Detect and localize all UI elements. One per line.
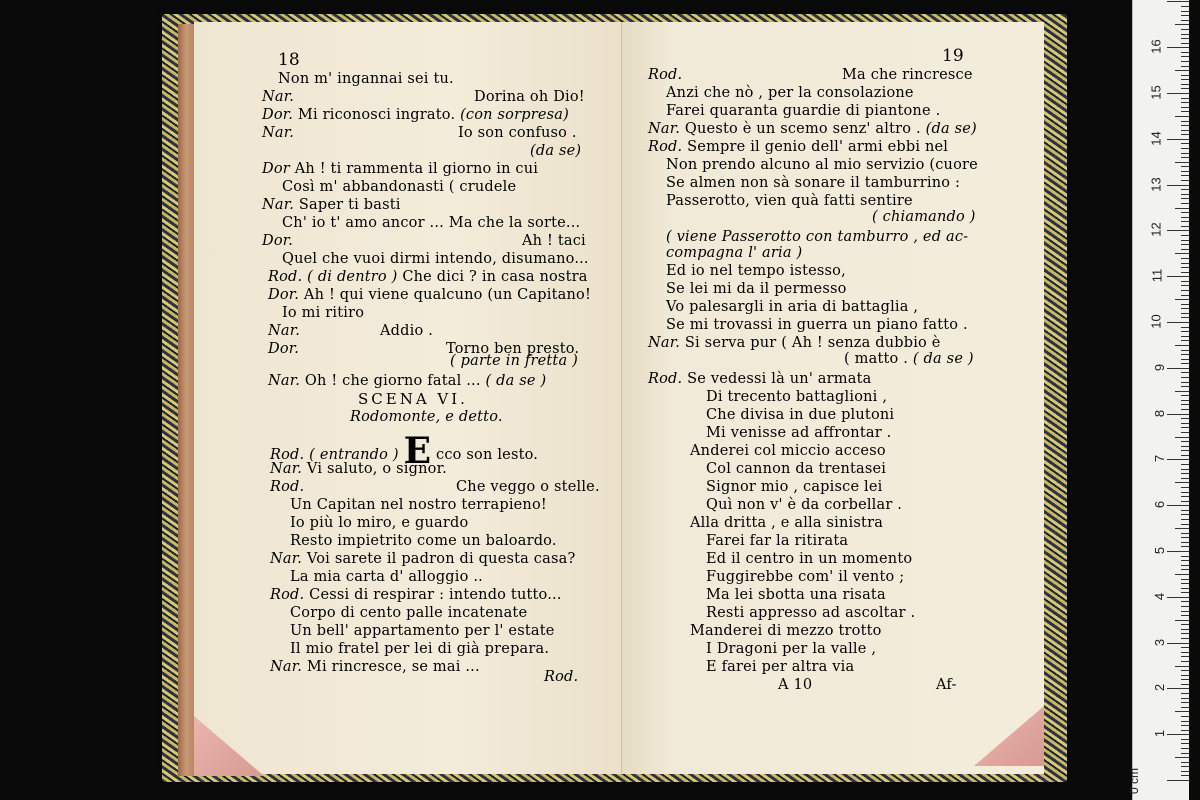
ruler-tick bbox=[1181, 372, 1189, 373]
ruler-tick bbox=[1181, 409, 1189, 410]
ruler-tick bbox=[1181, 180, 1189, 181]
ruler-tick bbox=[1175, 24, 1189, 25]
ruler-tick bbox=[1167, 276, 1189, 277]
ruler-tick bbox=[1181, 263, 1189, 264]
text-line: Non prendo alcuno al mio servizio (cuore bbox=[666, 157, 978, 173]
ruler-tick bbox=[1181, 244, 1189, 245]
ruler-tick bbox=[1181, 38, 1189, 39]
ruler-tick bbox=[1181, 446, 1189, 447]
text-line: Nar. Questo è un scemo senz' altro . (da se) bbox=[648, 121, 977, 137]
ruler-tick bbox=[1181, 418, 1189, 419]
ruler-number: 1 bbox=[1151, 730, 1167, 738]
text-line: Dor. Ah ! taci bbox=[262, 233, 586, 249]
ruler-tick bbox=[1181, 354, 1189, 355]
ruler-tick bbox=[1181, 249, 1189, 250]
ruler-tick bbox=[1181, 537, 1189, 538]
text-line: Nar. Io son confuso . bbox=[262, 125, 577, 141]
ruler-tick bbox=[1167, 734, 1189, 735]
text-line: Quì non v' è da corbellar . bbox=[706, 497, 903, 513]
ruler-tick bbox=[1181, 157, 1189, 158]
ruler-tick bbox=[1181, 730, 1189, 731]
text-line: E farei per altra via bbox=[706, 659, 855, 675]
ruler-tick bbox=[1181, 34, 1189, 35]
ruler-unit-label: 0 cm bbox=[1127, 767, 1141, 794]
ruler-tick bbox=[1181, 111, 1189, 112]
text-line: Rod. Ma che rincresce bbox=[648, 67, 973, 83]
ruler-tick bbox=[1181, 771, 1189, 772]
ruler-tick bbox=[1167, 1, 1189, 2]
ruler-tick bbox=[1181, 656, 1189, 657]
ruler-tick bbox=[1167, 47, 1189, 48]
ruler-tick bbox=[1181, 716, 1189, 717]
ruler-tick bbox=[1181, 285, 1189, 286]
ruler-tick bbox=[1175, 528, 1189, 529]
text-line: ( parte in fretta ) bbox=[450, 353, 578, 369]
ruler-tick bbox=[1181, 464, 1189, 465]
ruler-number: 13 bbox=[1148, 176, 1164, 192]
ruler-tick bbox=[1175, 666, 1189, 667]
ruler-tick bbox=[1167, 368, 1189, 369]
catchword-right: Af- bbox=[936, 677, 957, 693]
text-line: Ed il centro in un momento bbox=[706, 551, 913, 567]
ruler-tick bbox=[1181, 546, 1189, 547]
page-number-left: 18 bbox=[278, 50, 300, 70]
ruler-number: 14 bbox=[1148, 131, 1164, 146]
ruler-tick bbox=[1181, 501, 1189, 502]
ruler-tick bbox=[1181, 533, 1189, 534]
ruler-tick bbox=[1175, 620, 1189, 621]
ruler-tick bbox=[1181, 88, 1189, 89]
ruler-tick bbox=[1181, 258, 1189, 259]
ruler-tick bbox=[1181, 386, 1189, 387]
text-line: Vo palesargli in aria di battaglia , bbox=[666, 299, 919, 315]
ruler-tick bbox=[1181, 313, 1189, 314]
drop-cap: E bbox=[403, 430, 432, 472]
ruler-tick bbox=[1167, 414, 1189, 415]
text-line: Di trecento battaglioni , bbox=[706, 389, 888, 405]
ruler-tick bbox=[1181, 240, 1189, 241]
ruler-tick bbox=[1175, 162, 1189, 163]
ruler-tick bbox=[1175, 711, 1189, 712]
text-line: Anderei col miccio acceso bbox=[690, 443, 886, 459]
text-line: Farei far la ritirata bbox=[706, 533, 849, 549]
ruler-tick bbox=[1181, 363, 1189, 364]
catchword-left: Rod. bbox=[544, 669, 579, 685]
ruler-number: 4 bbox=[1151, 592, 1167, 600]
ruler-tick bbox=[1181, 624, 1189, 625]
ruler-tick bbox=[1167, 551, 1189, 552]
text-line: Quel che vuoi dirmi intendo, disumano... bbox=[282, 251, 589, 267]
text-line: Alla dritta , e alla sinistra bbox=[690, 515, 884, 531]
ruler-tick bbox=[1181, 707, 1189, 708]
scene-heading: SCENA VI. bbox=[358, 390, 468, 408]
text-line: Manderei di mezzo trotto bbox=[690, 623, 882, 639]
text-line: Nar. Vi saluto, o signor. bbox=[270, 461, 447, 477]
ruler-tick bbox=[1181, 762, 1189, 763]
ruler-tick bbox=[1181, 235, 1189, 236]
text-line: ( viene Passerotto con tamburro , ed ac- bbox=[666, 229, 969, 245]
text-line: Non m' ingannai sei tu. bbox=[278, 71, 454, 87]
ruler-tick bbox=[1167, 643, 1189, 644]
ruler-tick bbox=[1181, 331, 1189, 332]
ruler-tick bbox=[1181, 702, 1189, 703]
ruler-tick bbox=[1181, 496, 1189, 497]
ruler-tick bbox=[1181, 684, 1189, 685]
ruler-tick bbox=[1181, 698, 1189, 699]
ruler-tick bbox=[1181, 98, 1189, 99]
ruler-tick bbox=[1181, 75, 1189, 76]
ruler-tick bbox=[1181, 102, 1189, 103]
text-line: Resti appresso ad ascoltar . bbox=[706, 605, 916, 621]
ruler-tick bbox=[1181, 272, 1189, 273]
ruler-tick bbox=[1181, 721, 1189, 722]
ruler-tick bbox=[1181, 473, 1189, 474]
ruler-tick bbox=[1181, 510, 1189, 511]
ruler-tick bbox=[1181, 588, 1189, 589]
ruler-tick bbox=[1181, 629, 1189, 630]
ruler-tick bbox=[1181, 601, 1189, 602]
ruler-tick bbox=[1175, 299, 1189, 300]
text-line: Rod. Sempre il genio dell' armi ebbi nel bbox=[648, 139, 949, 155]
ruler-tick bbox=[1175, 757, 1189, 758]
ruler-tick bbox=[1181, 203, 1189, 204]
ruler-tick bbox=[1181, 226, 1189, 227]
text-line: Rod. Che veggo o stelle. bbox=[270, 479, 600, 495]
ruler-tick bbox=[1181, 171, 1189, 172]
ruler-tick bbox=[1181, 400, 1189, 401]
text-line: Dor. Ah ! qui viene qualcuno (un Capitano! bbox=[268, 287, 591, 303]
ruler-tick bbox=[1181, 615, 1189, 616]
ruler-tick bbox=[1181, 377, 1189, 378]
text-line: Un bell' appartamento per l' estate bbox=[290, 623, 555, 639]
ruler-number: 2 bbox=[1151, 684, 1167, 692]
ruler-tick bbox=[1181, 469, 1189, 470]
ruler-number: 15 bbox=[1148, 85, 1164, 100]
ruler-tick bbox=[1181, 148, 1189, 149]
ruler-number: 9 bbox=[1151, 363, 1167, 371]
ruler-tick bbox=[1181, 423, 1189, 424]
ruler-tick bbox=[1181, 739, 1189, 740]
ruler-tick bbox=[1181, 514, 1189, 515]
ruler-tick bbox=[1181, 20, 1189, 21]
text-line: Resto impietrito come un baloardo. bbox=[290, 533, 557, 549]
ruler-number: 7 bbox=[1151, 455, 1167, 463]
ruler-tick bbox=[1181, 478, 1189, 479]
ruler-number: 8 bbox=[1151, 409, 1167, 417]
ruler-tick bbox=[1181, 455, 1189, 456]
ruler-tick bbox=[1181, 647, 1189, 648]
ruler-tick bbox=[1181, 670, 1189, 671]
text-line: Rod. ( entrando ) E cco son lesto. bbox=[270, 430, 539, 472]
ruler-tick bbox=[1181, 43, 1189, 44]
ruler-tick bbox=[1181, 107, 1189, 108]
text-line: Corpo di cento palle incatenate bbox=[290, 605, 528, 621]
ruler-number: 5 bbox=[1151, 546, 1167, 555]
ruler-tick bbox=[1181, 579, 1189, 580]
ruler-number: 16 bbox=[1148, 39, 1164, 54]
text-line: (da se) bbox=[530, 143, 582, 159]
ruler-tick bbox=[1181, 175, 1189, 176]
ruler-tick bbox=[1181, 775, 1189, 776]
ruler-tick bbox=[1175, 70, 1189, 71]
measuring-ruler bbox=[1127, 0, 1189, 800]
ruler-tick bbox=[1181, 143, 1189, 144]
scene-characters: Rodomonte, e detto. bbox=[350, 409, 503, 425]
text-line: ( matto . ( da se ) bbox=[844, 351, 974, 367]
ruler-tick bbox=[1175, 574, 1189, 575]
text-line: Signor mio , capisce lei bbox=[706, 479, 883, 495]
ruler-number: 6 bbox=[1151, 501, 1167, 509]
ruler-tick bbox=[1181, 121, 1189, 122]
ruler-tick bbox=[1181, 404, 1189, 405]
ruler-tick bbox=[1167, 139, 1189, 140]
text-line: I Dragoni per la valle , bbox=[706, 641, 877, 657]
ruler-tick bbox=[1181, 492, 1189, 493]
text-line: Il mio fratel per lei di già prepara. bbox=[290, 641, 550, 657]
ruler-tick bbox=[1181, 693, 1189, 694]
ruler-tick bbox=[1181, 556, 1189, 557]
ruler-tick bbox=[1181, 560, 1189, 561]
ruler-tick bbox=[1181, 340, 1189, 341]
ruler-tick bbox=[1181, 327, 1189, 328]
ruler-tick bbox=[1181, 281, 1189, 282]
text-line: Nar. Addio . bbox=[268, 323, 434, 339]
ruler-number: 10 bbox=[1148, 314, 1164, 329]
ruler-tick bbox=[1175, 482, 1189, 483]
ruler-tick bbox=[1181, 189, 1189, 190]
ruler-tick bbox=[1181, 304, 1189, 305]
ruler-tick bbox=[1181, 569, 1189, 570]
ruler-tick bbox=[1181, 6, 1189, 7]
ruler-tick bbox=[1181, 359, 1189, 360]
ruler-tick bbox=[1181, 198, 1189, 199]
ruler-tick bbox=[1181, 679, 1189, 680]
text-line: Rod. Se vedessi là un' armata bbox=[648, 371, 872, 387]
ruler-tick bbox=[1181, 432, 1189, 433]
text-line: Ma lei sbotta una risata bbox=[706, 587, 886, 603]
ruler-tick bbox=[1167, 93, 1189, 94]
ruler-tick bbox=[1181, 487, 1189, 488]
ruler-tick bbox=[1167, 688, 1189, 689]
ruler-tick bbox=[1181, 524, 1189, 525]
text-line: Farei quaranta guardie di piantone . bbox=[666, 103, 941, 119]
ruler-tick bbox=[1181, 79, 1189, 80]
page-number-right: 19 bbox=[942, 46, 964, 66]
ruler-tick bbox=[1175, 253, 1189, 254]
ruler-tick bbox=[1181, 15, 1189, 16]
ruler-tick bbox=[1181, 652, 1189, 653]
ruler-tick bbox=[1167, 322, 1189, 323]
signature-mark: A 10 bbox=[778, 677, 813, 693]
ruler-tick bbox=[1181, 583, 1189, 584]
ruler-tick bbox=[1167, 459, 1189, 460]
ruler-tick bbox=[1181, 29, 1189, 30]
ruler-number: 12 bbox=[1148, 222, 1164, 238]
text-line: Nar. Mi rincresce, se mai ... bbox=[270, 659, 480, 675]
text-line: Anzi che nò , per la consolazione bbox=[666, 85, 914, 101]
text-line: Nar. Dorina oh Dio! bbox=[262, 89, 585, 105]
text-line: Se mi trovassi in guerra un piano fatto . bbox=[666, 317, 968, 333]
ruler-tick bbox=[1181, 542, 1189, 543]
text-line: Dor Ah ! ti rammenta il giorno in cui bbox=[262, 161, 539, 177]
text-line: Nar. Si serva pur ( Ah ! senza dubbio è bbox=[648, 335, 941, 351]
ruler-tick bbox=[1175, 116, 1189, 117]
text-line: Un Capitan nel nostro terrapieno! bbox=[290, 497, 547, 513]
ruler-tick bbox=[1181, 217, 1189, 218]
text-line: Mi venisse ad affrontar . bbox=[706, 425, 892, 441]
ruler-tick bbox=[1181, 565, 1189, 566]
ruler-tick bbox=[1181, 308, 1189, 309]
text-line: ( chiamando ) bbox=[872, 209, 976, 225]
text-line: Col cannon da trentasei bbox=[706, 461, 887, 477]
ruler-tick bbox=[1181, 134, 1189, 135]
ruler-tick bbox=[1167, 597, 1189, 598]
ruler-tick bbox=[1167, 505, 1189, 506]
ruler-tick bbox=[1181, 753, 1189, 754]
ruler-tick bbox=[1181, 743, 1189, 744]
ruler-tick bbox=[1181, 633, 1189, 634]
text-line: Dor. Mi riconosci ingrato. (con sorpresa) bbox=[262, 107, 569, 123]
ruler-number: 11 bbox=[1148, 268, 1164, 283]
ruler-tick bbox=[1181, 638, 1189, 639]
ruler-tick bbox=[1181, 395, 1189, 396]
ruler-tick bbox=[1181, 290, 1189, 291]
text-line: Se lei mi da il permesso bbox=[666, 281, 847, 297]
text-line: compagna l' aria ) bbox=[666, 245, 803, 261]
ruler-tick bbox=[1181, 441, 1189, 442]
text-line: Nar. Saper ti basti bbox=[262, 197, 401, 213]
ruler-tick bbox=[1181, 212, 1189, 213]
ruler-tick bbox=[1181, 748, 1189, 749]
ruler-tick bbox=[1181, 427, 1189, 428]
text-line: Ed io nel tempo istesso, bbox=[666, 263, 846, 279]
ruler-tick bbox=[1181, 52, 1189, 53]
ruler-tick bbox=[1181, 56, 1189, 57]
ruler-tick bbox=[1175, 208, 1189, 209]
text-line: Io più lo miro, e guardo bbox=[290, 515, 469, 531]
text-line: La mia carta d' alloggio .. bbox=[290, 569, 483, 585]
ruler-tick bbox=[1181, 336, 1189, 337]
ruler-tick bbox=[1181, 661, 1189, 662]
ruler-tick bbox=[1181, 11, 1189, 12]
ruler-tick bbox=[1181, 125, 1189, 126]
ruler-tick bbox=[1181, 350, 1189, 351]
text-line: Così m' abbandonasti ( crudele bbox=[282, 179, 517, 195]
text-line: Che divisa in due plutoni bbox=[706, 407, 895, 423]
ruler-tick bbox=[1175, 437, 1189, 438]
ruler-tick bbox=[1181, 592, 1189, 593]
ruler-tick bbox=[1181, 766, 1189, 767]
text-line: Se almen non sà sonare il tamburrino : bbox=[666, 175, 961, 191]
text-line: Rod. ( di dentro ) Che dici ? in casa nostra bbox=[268, 269, 588, 285]
ruler-tick bbox=[1181, 295, 1189, 296]
ruler-tick bbox=[1181, 519, 1189, 520]
ruler-tick bbox=[1181, 267, 1189, 268]
ruler-tick bbox=[1167, 230, 1189, 231]
ruler-tick bbox=[1181, 382, 1189, 383]
ruler-tick bbox=[1181, 725, 1189, 726]
ruler-tick bbox=[1167, 185, 1189, 186]
ruler-tick bbox=[1181, 450, 1189, 451]
text-line: Nar. Voi sarete il padron di questa casa? bbox=[270, 551, 576, 567]
text-line: Nar. Oh ! che giorno fatal ... ( da se ) bbox=[268, 373, 547, 389]
text-line: Fuggirebbe com' il vento ; bbox=[706, 569, 905, 585]
ruler-tick bbox=[1175, 391, 1189, 392]
text-line: Io mi ritiro bbox=[282, 305, 365, 321]
text-line: Dor. Torno ben presto. bbox=[268, 341, 580, 357]
ruler-tick bbox=[1181, 66, 1189, 67]
ruler-tick bbox=[1175, 345, 1189, 346]
ruler-tick bbox=[1181, 606, 1189, 607]
ruler-tick bbox=[1181, 153, 1189, 154]
ruler-tick bbox=[1181, 130, 1189, 131]
ruler-tick bbox=[1181, 61, 1189, 62]
ruler-tick bbox=[1167, 780, 1189, 781]
ruler-tick bbox=[1181, 611, 1189, 612]
text-line: Passerotto, vien quà fatti sentire bbox=[666, 193, 913, 209]
ruler-tick bbox=[1181, 317, 1189, 318]
ruler-tick bbox=[1181, 166, 1189, 167]
text-line: Rod. Cessi di respirar : intendo tutto... bbox=[270, 587, 562, 603]
text-line: Ch' io t' amo ancor ... Ma che la sorte... bbox=[282, 215, 581, 231]
ruler-number: 3 bbox=[1151, 638, 1167, 646]
ruler-tick bbox=[1181, 675, 1189, 676]
ruler-tick bbox=[1181, 194, 1189, 195]
ruler-tick bbox=[1181, 221, 1189, 222]
ruler-tick bbox=[1181, 84, 1189, 85]
